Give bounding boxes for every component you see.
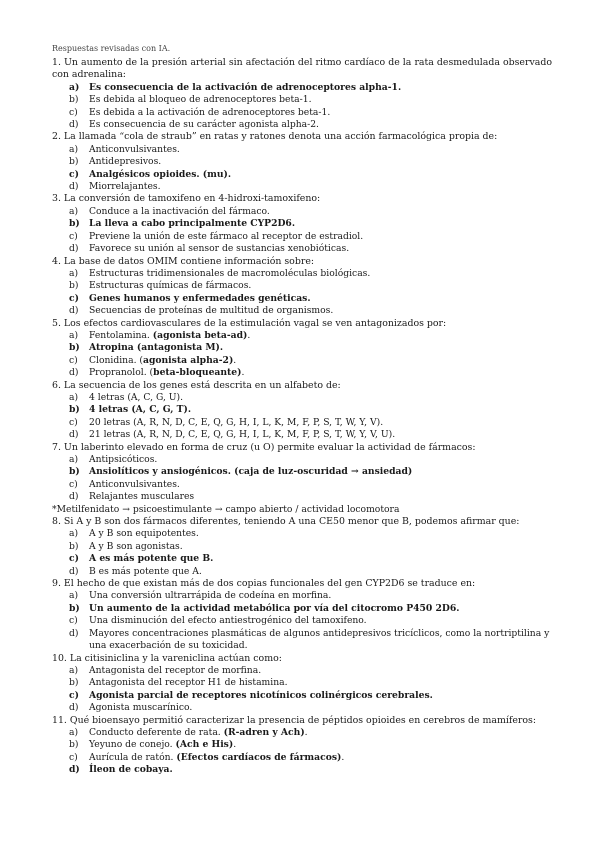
question-text: 4. La base de datos OMIM contiene información sobre:	[52, 255, 315, 267]
question-text: 10. La citisiniclina y la vareniclina actúan como:	[52, 652, 282, 664]
option-letter: d)	[69, 367, 79, 379]
option-text	[89, 417, 552, 429]
question-block	[52, 193, 552, 255]
option-letter: c)	[69, 478, 78, 490]
option-letter: b)	[69, 342, 80, 354]
option-text-main: Propranolol. (	[89, 367, 154, 379]
option-text-main: Una conversión ultrarrápida de codeína en morfina.	[89, 590, 332, 602]
option-text-main: Miorrelajantes.	[89, 181, 161, 193]
question-block	[52, 256, 552, 318]
option-text-main: 21 letras (A, R, N, D, C, E, Q, G, H, I, L, K, M, F, P, S, T, W, Y, V, U).	[89, 429, 396, 441]
answer-option	[52, 702, 552, 714]
option-list	[52, 727, 552, 777]
answer-option	[52, 206, 552, 218]
correct-answer-option	[52, 466, 552, 478]
option-letter: a)	[69, 205, 79, 217]
option-text-main: B es más potente que A.	[89, 565, 202, 577]
option-text	[89, 342, 552, 354]
option-text-tail: .	[247, 329, 251, 341]
answer-option	[52, 528, 552, 540]
option-text	[89, 479, 552, 491]
option-text-main: La lleva a cabo principalmente CYP2D6.	[89, 218, 296, 230]
option-list	[52, 144, 552, 194]
option-text-main: Yeyuno de conejo.	[89, 739, 176, 751]
option-text	[89, 752, 552, 764]
correct-answer-option	[52, 218, 552, 230]
option-letter: c)	[69, 292, 79, 304]
option-text-main: 4 letras (A, C, G, T).	[89, 404, 192, 416]
option-text-main: Relajantes musculares	[89, 491, 195, 503]
question-block	[52, 131, 552, 193]
question-text: 2. La llamada “cola de straub” en ratas y ratones denota una acción farmacológica propia de:	[52, 131, 498, 143]
option-text	[89, 764, 552, 776]
option-letter: c)	[69, 553, 79, 565]
question-block	[52, 715, 552, 777]
option-text-tail: .	[233, 739, 237, 751]
option-letter: d)	[69, 702, 79, 714]
question-block	[52, 318, 552, 380]
question-note: *Metilfenidato → psicoestimulante → campo abierto / actividad locomotora	[52, 503, 400, 515]
option-letter: a)	[69, 590, 79, 602]
option-text-main: Antipsicóticos.	[89, 454, 158, 465]
option-text	[89, 566, 552, 578]
option-text-main: Una disminución del efecto antiestrogénico del tamoxifeno.	[89, 615, 367, 627]
option-text-main: Anticonvulsivantes.	[89, 143, 180, 155]
option-text	[89, 590, 552, 602]
answer-option	[52, 739, 552, 751]
option-text	[89, 603, 552, 615]
option-letter: a)	[69, 267, 79, 279]
answer-option	[52, 367, 552, 379]
option-text	[89, 119, 552, 131]
option-text-main: Fentolamina.	[89, 329, 153, 341]
option-letter: d)	[69, 243, 79, 255]
option-letter: b)	[69, 94, 79, 106]
option-letter: a)	[69, 143, 79, 155]
option-letter: d)	[69, 119, 79, 131]
option-text-main: 20 letras (A, R, N, D, C, E, Q, G, H, I, L, K, M, F, P, S, T, W, Y, V).	[89, 416, 384, 428]
option-text-main: Aurícula de ratón.	[89, 751, 177, 763]
option-letter: a)	[69, 726, 79, 738]
question-text: 8. Si A y B son dos fármacos diferentes, teniendo A una CE50 menor que B, podemos afirmar que:	[52, 516, 520, 528]
correct-answer-option	[52, 603, 552, 615]
answer-option	[52, 727, 552, 739]
option-text	[89, 330, 552, 342]
option-text-main: Antagonista del receptor de morfina.	[89, 664, 262, 676]
option-text	[89, 528, 552, 540]
option-text	[89, 156, 552, 168]
option-letter: b)	[69, 677, 79, 689]
option-letter: b)	[69, 156, 79, 168]
option-letter: b)	[69, 602, 80, 614]
option-text	[89, 218, 552, 230]
question-text: 9. El hecho de que existan más de dos copias funcionales del gen CYP2D6 se traduce en:	[52, 578, 476, 590]
option-text	[89, 404, 552, 416]
option-list	[52, 665, 552, 715]
option-letter: b)	[69, 280, 79, 292]
option-text	[89, 491, 552, 503]
option-letter: d)	[69, 764, 80, 776]
option-text-tail: .	[304, 726, 308, 738]
option-text	[89, 702, 552, 714]
option-text-main: Genes humanos y enfermedades genéticas.	[89, 292, 311, 304]
correct-answer-option	[52, 553, 552, 565]
option-letter: c)	[69, 168, 79, 180]
option-text-main: Favorece su unión al sensor de sustancias xenobióticas.	[89, 243, 350, 255]
option-text	[89, 665, 552, 677]
answer-option	[52, 330, 552, 342]
option-text	[89, 615, 552, 627]
option-text	[89, 107, 552, 119]
option-letter: a)	[69, 664, 79, 676]
correct-answer-option	[52, 82, 552, 94]
option-letter: c)	[69, 416, 78, 428]
option-letter: c)	[69, 751, 78, 763]
option-letter: d)	[69, 181, 79, 193]
option-letter: c)	[69, 354, 78, 366]
option-text	[89, 181, 552, 193]
answer-option	[52, 144, 552, 156]
option-text	[89, 392, 552, 404]
answer-option	[52, 566, 552, 578]
answer-option	[52, 677, 552, 689]
option-letter: b)	[69, 739, 79, 751]
option-letter: d)	[69, 491, 79, 503]
option-letter: c)	[69, 106, 78, 118]
option-text-main: 4 letras (A, C, G, U).	[89, 391, 184, 403]
correct-answer-option	[52, 169, 552, 181]
option-text-main: Agonista parcial de receptores nicotínicos colinérgicos cerebrales.	[89, 689, 433, 701]
option-text	[89, 466, 552, 478]
answer-option	[52, 355, 552, 367]
question-block	[52, 578, 552, 652]
answer-option	[52, 479, 552, 491]
option-text-main: Es consecuencia de la activación de adrenoceptores alpha-1.	[89, 81, 402, 93]
option-letter: c)	[69, 615, 78, 627]
option-text-main: A y B son equipotentes.	[89, 528, 199, 540]
correct-answer-option	[52, 404, 552, 416]
question-block	[52, 516, 552, 578]
answer-option	[52, 107, 552, 119]
option-letter: b)	[69, 404, 80, 416]
question-text: 11. Qué bioensayo permitió caracterizar la presencia de péptidos opioides en cerebros de mamíferos:	[52, 714, 536, 726]
option-text-main: Un aumento de la actividad metabólica por vía del citocromo P450 2D6.	[89, 602, 460, 614]
answer-option	[52, 615, 552, 627]
option-letter: b)	[69, 466, 80, 478]
option-text-main: A es más potente que B.	[89, 553, 214, 565]
option-text-main: Conduce a la inactivación del fármaco.	[89, 205, 270, 217]
document-page	[52, 44, 552, 777]
answer-option	[52, 541, 552, 553]
correct-answer-option	[52, 690, 552, 702]
option-text-tail: .	[341, 751, 345, 763]
answer-option	[52, 280, 552, 292]
option-text	[89, 94, 552, 106]
option-letter: c)	[69, 689, 79, 701]
option-text	[89, 739, 552, 751]
answer-option	[52, 243, 552, 255]
option-list	[52, 392, 552, 442]
option-text	[89, 169, 552, 181]
option-text-main: Antagonista del receptor H1 de histamina.	[89, 677, 288, 689]
option-letter: d)	[69, 305, 79, 317]
question-list	[52, 57, 552, 777]
option-list	[52, 330, 552, 380]
option-letter: d)	[69, 565, 79, 577]
answer-option	[52, 231, 552, 243]
option-text-main: A y B son agonistas.	[89, 540, 183, 552]
question-block	[52, 380, 552, 442]
option-list	[52, 206, 552, 256]
question-text: 1. Un aumento de la presión arterial sin afectación del ritmo cardíaco de la rata desmedulada observado con adrenalina:	[52, 57, 552, 81]
option-letter: d)	[69, 627, 79, 639]
option-text-main: Es debida a la activación de adrenoceptores beta-1.	[89, 106, 331, 118]
correct-answer-option	[52, 293, 552, 305]
option-text	[89, 628, 552, 653]
option-text	[89, 541, 552, 553]
option-answer-hint: (Efectos cardíacos de fármacos)	[176, 751, 342, 763]
option-text	[89, 243, 552, 255]
question-text: 3. La conversión de tamoxifeno en 4-hidroxi-tamoxifeno:	[52, 193, 321, 205]
option-list	[52, 528, 552, 578]
question-text: 5. Los efectos cardiovasculares de la estimulación vagal se ven antagonizados por:	[52, 317, 447, 329]
answer-option	[52, 156, 552, 168]
option-text-main: Estructuras químicas de fármacos.	[89, 280, 252, 292]
option-text	[89, 454, 552, 466]
option-text-tail: .	[241, 367, 245, 379]
option-text-main: Conducto deferente de rata.	[89, 726, 224, 738]
option-text	[89, 355, 552, 367]
option-list	[52, 268, 552, 318]
option-letter: c)	[69, 230, 78, 242]
option-text-main: Previene la unión de este fármaco al receptor de estradiol.	[89, 230, 364, 242]
option-text	[89, 727, 552, 739]
option-letter: d)	[69, 429, 79, 441]
option-text-main: Clonidina. (	[89, 354, 143, 366]
option-answer-hint: (R-adren y Ach)	[223, 726, 305, 738]
option-text-tail: .	[233, 354, 237, 366]
option-text-main: Estructuras tridimensionales de macromoléculas biológicas.	[89, 267, 371, 279]
option-text-main: Analgésicos opioides. (mu).	[89, 168, 232, 180]
option-text	[89, 82, 552, 94]
answer-option	[52, 491, 552, 503]
question-block	[52, 653, 552, 715]
option-text	[89, 367, 552, 379]
option-text	[89, 280, 552, 292]
option-text	[89, 677, 552, 689]
option-text	[89, 293, 552, 305]
answer-option	[52, 628, 552, 653]
option-text	[89, 268, 552, 280]
answer-option	[52, 752, 552, 764]
option-answer-hint: agonista alpha-2)	[143, 354, 234, 366]
option-text-main: Mayores concentraciones plasmáticas de algunos antidepresivos tricíclicos, como la nortriptilina y una exacerbación de su toxicidad.	[89, 627, 550, 652]
option-letter: a)	[69, 81, 80, 93]
option-letter: a)	[69, 454, 79, 465]
answer-option	[52, 417, 552, 429]
option-text	[89, 206, 552, 218]
option-text	[89, 429, 552, 441]
option-text	[89, 144, 552, 156]
answer-option	[52, 454, 552, 466]
option-letter: b)	[69, 540, 79, 552]
answer-option	[52, 590, 552, 602]
option-text-main: Agonista muscarínico.	[89, 702, 193, 714]
option-letter: a)	[69, 391, 79, 403]
answer-option	[52, 665, 552, 677]
answer-option	[52, 429, 552, 441]
option-text-main: Es debida al bloqueo de adrenoceptores beta-1.	[89, 94, 312, 106]
option-text-main: Íleon de cobaya.	[89, 764, 173, 776]
option-text-main: Anticonvulsivantes.	[89, 478, 180, 490]
option-letter: b)	[69, 218, 80, 230]
page-header: Respuestas revisadas con IA.	[52, 44, 171, 53]
question-text: 7. Un laberinto elevado en forma de cruz (u O) permite evaluar la actividad de fármacos:	[52, 441, 476, 453]
option-list	[52, 82, 552, 132]
answer-option	[52, 181, 552, 193]
question-block	[52, 57, 552, 131]
question-text: 6. La secuencia de los genes está descrita en un alfabeto de:	[52, 379, 341, 391]
option-list	[52, 590, 552, 652]
option-list	[52, 454, 552, 504]
option-text-main: Ansiolíticos y ansiogénicos. (caja de luz-oscuridad → ansiedad)	[89, 466, 413, 478]
answer-option	[52, 305, 552, 317]
option-answer-hint: (Ach e His)	[175, 739, 234, 751]
correct-answer-option	[52, 764, 552, 776]
option-text-main: Antidepresivos.	[89, 156, 162, 168]
option-letter: a)	[69, 528, 79, 540]
answer-option	[52, 119, 552, 131]
answer-option	[52, 392, 552, 404]
option-text-main: Es consecuencia de su carácter agonista alpha-2.	[89, 119, 319, 131]
question-block	[52, 442, 552, 516]
option-answer-hint: (agonista beta-ad)	[152, 329, 248, 341]
option-text-main: Secuencias de proteínas de multitud de organismos.	[89, 305, 334, 317]
correct-answer-option	[52, 342, 552, 354]
option-answer-hint: beta-bloqueante)	[153, 367, 242, 379]
option-text	[89, 305, 552, 317]
answer-option	[52, 94, 552, 106]
option-text	[89, 553, 552, 565]
option-letter: a)	[69, 329, 79, 341]
answer-option	[52, 268, 552, 280]
option-text	[89, 690, 552, 702]
option-text	[89, 231, 552, 243]
option-text-main: Atropina (antagonista M).	[89, 342, 224, 354]
